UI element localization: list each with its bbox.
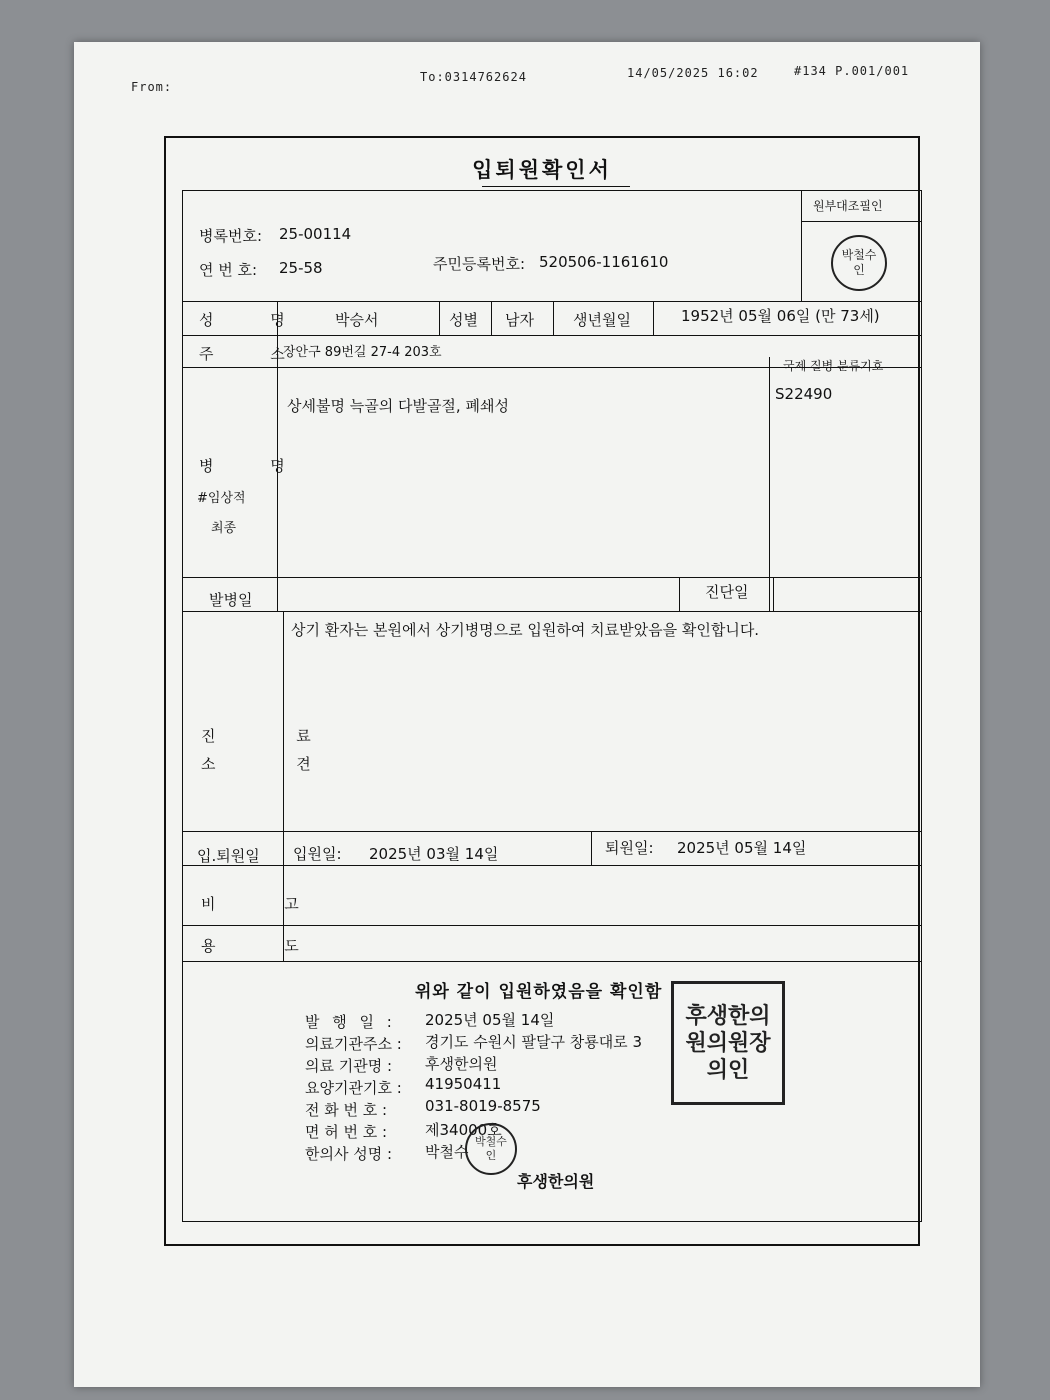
clinic-official-seal: 후생한의원의원장의인: [671, 981, 785, 1105]
institution-address-label: 의료기관주소 :: [305, 1035, 402, 1053]
institution-address-value: 경기도 수원시 팔달구 창룡대로 3: [425, 1033, 642, 1051]
care-code-value: 41950411: [425, 1075, 502, 1093]
document-title: 입퇴원확인서: [472, 158, 612, 182]
resident-no-label: 주민등록번호:: [433, 255, 525, 273]
institution-name-label: 의료 기관명 :: [305, 1057, 393, 1075]
license-value: 제34000호: [425, 1121, 502, 1139]
doctor-value: 박철수: [425, 1143, 469, 1161]
confirm-statement: 위와 같이 입원하였음을 확인함: [415, 982, 663, 1002]
record-no-value: 25-00114: [279, 225, 352, 243]
admit-label: 입원일:: [293, 845, 342, 863]
institution-name-value: 후생한의원: [425, 1055, 498, 1073]
care-code-label: 요양기관기호 :: [305, 1079, 402, 1097]
seal-small-stamp: 박철수인: [831, 235, 887, 291]
onset-label: 발병일: [209, 591, 253, 609]
seal-box-label: 원부대조필인: [813, 199, 883, 213]
diagnosis-date-label: 진단일: [705, 583, 749, 601]
fax-paper: [74, 42, 980, 1387]
sex-value: 남자: [505, 311, 534, 329]
name-label: 성 명: [199, 311, 311, 329]
icd-value: S22490: [775, 385, 833, 403]
fax-to: To:0314762624: [420, 70, 527, 84]
birth-label: 생년월일: [573, 311, 631, 329]
sex-label: 성별: [449, 311, 478, 329]
disease-sublabel-final: 최종: [211, 521, 237, 536]
license-label: 면 허 번 호 :: [305, 1123, 388, 1141]
signature-clinic-name: 후생한의원: [517, 1172, 595, 1191]
admit-date: 2025년 03월 14일: [369, 845, 499, 863]
disease-label: 병 명: [199, 457, 311, 475]
issue-date-label: 발 행 일 :: [305, 1013, 396, 1031]
form-body: [182, 190, 922, 1222]
record-no-label: 병록번호:: [199, 227, 263, 245]
name-value: 박승서: [335, 311, 379, 329]
fax-from: From:: [131, 80, 173, 94]
disease-sublabel-clinical: #임상적: [197, 491, 246, 506]
phone-value: 031-8019-8575: [425, 1097, 541, 1115]
discharge-label: 퇴원일:: [605, 839, 654, 857]
opinion-label-2: 소 견: [201, 755, 349, 773]
stay-label: 입.퇴원일: [197, 847, 260, 865]
phone-label: 전 화 번 호 :: [305, 1101, 388, 1119]
certificate-form: [164, 136, 920, 1246]
remarks-label: 비 고: [201, 895, 331, 913]
doctor-seal: 박철수인: [465, 1123, 517, 1175]
opinion-label: 진 료: [201, 727, 349, 745]
discharge-date: 2025년 05월 14일: [677, 839, 807, 857]
issue-date-value: 2025년 05월 14일: [425, 1011, 555, 1029]
address-value: 장안구 89번길 27-4 203호: [283, 345, 442, 360]
fax-page: #134 P.001/001: [794, 64, 910, 78]
purpose-label: 용 도: [201, 937, 331, 955]
address-label: 주 소: [199, 345, 311, 363]
fax-datetime: 14/05/2025 16:02: [627, 66, 759, 80]
icd-label: 국제 질병 분류기호: [783, 359, 884, 373]
serial-no-value: 25-58: [279, 259, 323, 277]
serial-no-label: 연 번 호:: [199, 261, 258, 279]
resident-no-value: 520506-1161610: [539, 253, 669, 271]
doctor-label: 한의사 성명 :: [305, 1145, 393, 1163]
diagnosis-value: 상세불명 늑골의 다발골절, 폐쇄성: [287, 397, 509, 415]
opinion-text: 상기 환자는 본원에서 상기병명으로 입원하여 치료받았음을 확인합니다.: [291, 621, 760, 639]
birth-value: 1952년 05월 06일 (만 73세): [681, 307, 880, 325]
